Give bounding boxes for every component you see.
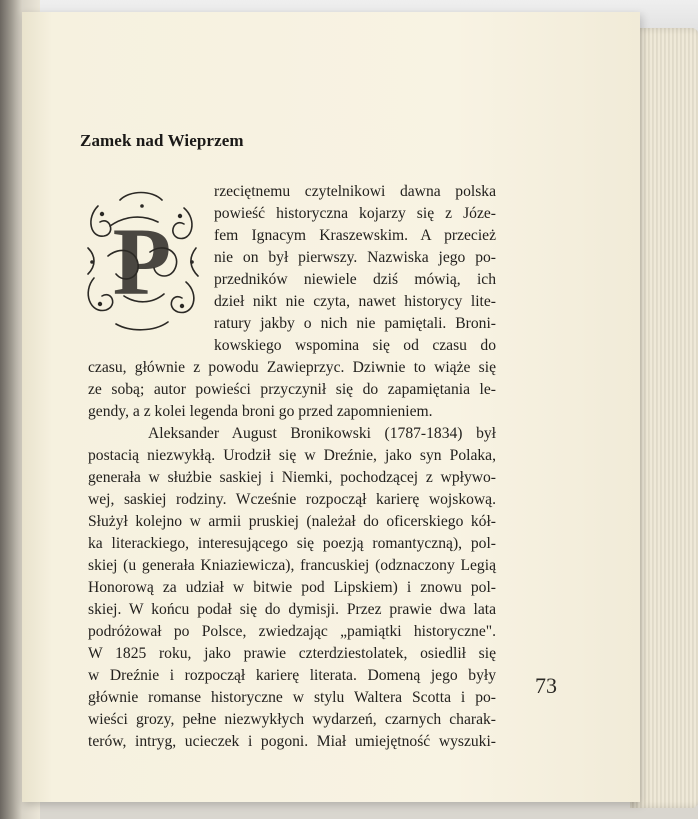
text-line: przedników niewiele dziś mówią, ich — [214, 271, 496, 288]
text-line: ze sobą; autor powieści przyczynił się do zapamiętania le- — [88, 381, 496, 398]
text-line: dzieł nikt nie czyta, nawet historycy lite- — [214, 293, 496, 310]
text-line: kowskiego wspomina się od czasu do — [214, 337, 496, 354]
text-line: nie on był pierwszy. Nazwiska jego po- — [214, 249, 496, 266]
text-line: rzeciętnemu czytelnikowi dawna polska — [214, 183, 496, 200]
text-line: głównie romanse historyczne w stylu Waltera Scotta i po- — [88, 689, 496, 706]
text-line: Honorową za udział w bitwie pod Lipskiem) i znowu pol- — [88, 579, 496, 596]
drop-cap-initial — [80, 186, 204, 334]
text-line: gendy, a z kolei legenda broni go przed zapomnieniem. — [88, 403, 433, 420]
text-line: wej, saskiej rodziny. Wcześnie rozpoczął karierę wojskową. — [88, 491, 496, 508]
text-line: ratury jakby o nich nie pamiętali. Broni- — [214, 315, 496, 332]
chapter-title: Zamek nad Wieprzem — [80, 131, 244, 150]
text-line: w Dreźnie i rozpoczął karierę literata. Domeną jego były — [88, 667, 496, 684]
page-edges-stack — [630, 28, 698, 808]
text-line: terów, intryg, ucieczek i pogoni. Miał umiejętność wyszuki- — [88, 733, 496, 750]
page-number: 73 — [535, 673, 557, 698]
text-line: fem Ignacym Kraszewskim. A przecież — [214, 227, 496, 244]
text-line: czasu, głównie z powodu Zawieprzyc. Dziwnie to wiąże się — [88, 359, 496, 376]
text-line: powieść historyczna kojarzy się z Józe- — [214, 205, 496, 222]
text-line: ka literackiego, interesującego się poezją romantyczną), pol- — [88, 535, 496, 552]
text-line: skiej (u generała Kniaziewicza), francuskiej (odznaczony Legią — [88, 557, 496, 574]
drop-cap-letter: P — [112, 208, 172, 315]
text-line: Aleksander August Bronikowski (1787-1834) był — [148, 425, 496, 442]
text-line: generała w służbie saskiej i Niemki, pochodzącej z wpływo- — [88, 469, 496, 486]
text-line: Służył kolejno w armii pruskiej (należał do oficerskiego kół- — [88, 513, 496, 530]
text-line: podróżował po Polsce, zwiedzając „pamiątki historyczne". — [88, 623, 496, 640]
text-line: skiej. W końcu podał się do dymisji. Przez prawie dwa lata — [88, 601, 496, 618]
text-line: wieści grozy, pełne niezwykłych wydarzeń, czarnych charak- — [88, 711, 496, 728]
text-line: postacią niezwykłą. Urodził się w Dreźnie, jako syn Polaka, — [88, 447, 496, 464]
text-line: W 1825 roku, jako prawie czterdziestolatek, osiedlił się — [88, 645, 496, 662]
